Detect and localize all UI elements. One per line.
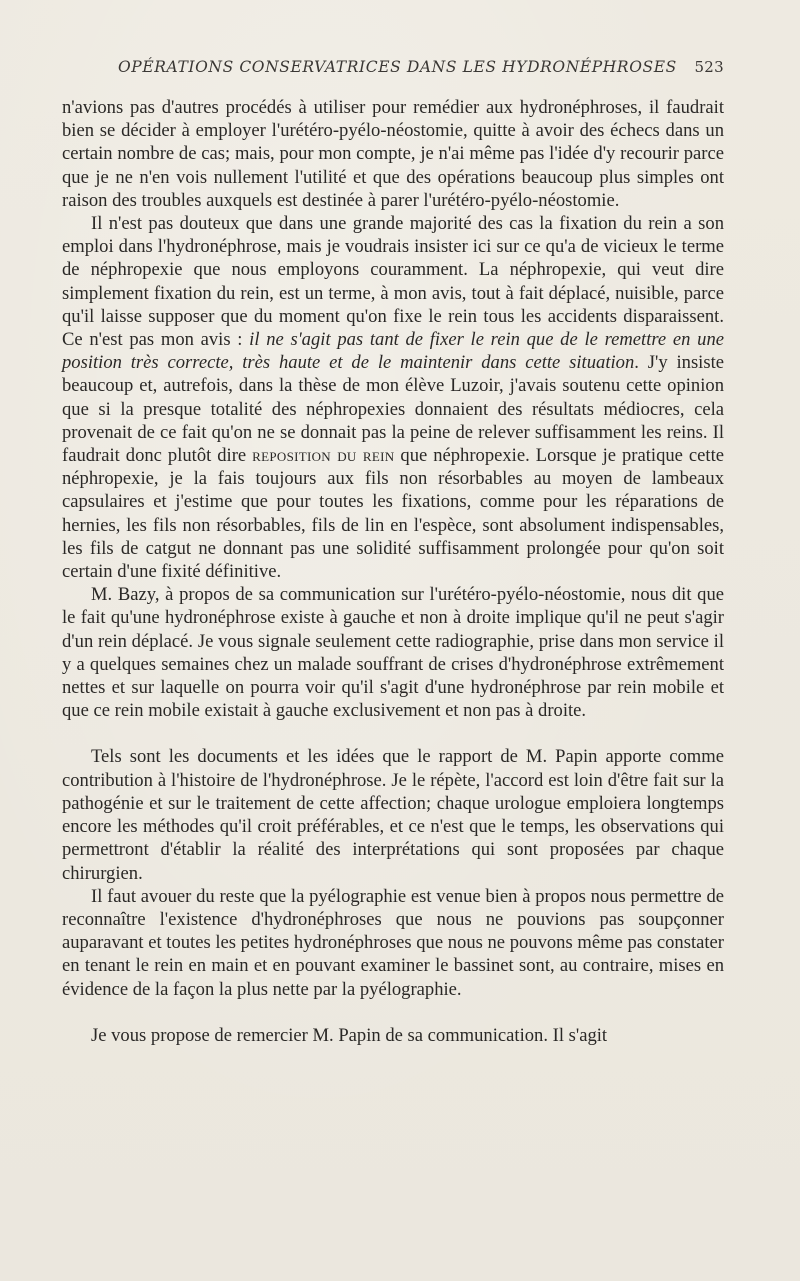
paragraph-3: M. Bazy, à propos de sa communication sur l'urétéro-pyélo-néostomie, nous dit que le fait qu'une hydronéphrose existe à gauche et non à droite implique qu'il ne peut s'agir d'un rein déplacé. Je vous signale seulement cette radiographie, prise dans mon service il y a quelques semaines chez un malade souffrant de crises d'hydronéphrose extrêmement nettes et sur laquelle on pourra voir qu'il s'agit d'une hydronéphrose par rein mobile et que ce rein mobile existait à gauche exclusivement et non pas à droite. [62, 584, 724, 722]
paragraph-2 [62, 212, 724, 583]
page-header [118, 58, 724, 80]
paragraph-2-small-caps: reposition du rein [252, 445, 395, 467]
paragraph-1: n'avions pas d'autres procédés à utiliser pour remédier aux hydronéphroses, il faudrait bien se décider à employer l'urétéro-pyélo-néostomie, quitte à avoir des échecs dans un certain nombre de cas; mais, pour mon compte, je n'ai même pas l'idée d'y recourir parce que je ne n'en vois nullement l'utilité et que des opérations beaucoup plus simples ont raison des troubles auxquels est destinée à parer l'urétéro-pyélo-néostomie. [62, 97, 724, 211]
page-number: 523 [694, 58, 724, 76]
paragraph-2-italic-quote: il ne s'agit pas tant de fixer le rein que de le remettre en une position très correcte, très haute et de le maintenir dans cette situation [62, 329, 724, 374]
paragraph-2-part-c: que néphropexie. Lorsque je pratique cette néphropexie, je la fais toujours aux fils non résorbables au moyen de lambeaux capsulaires et j'estime que pour toutes les fixations, comme pour les réparations de hernies, les fils non résorbables, fils de lin en l'espèce, sont absolument indispensables, les fils de catgut ne donnant pas une solidité suffisamment prolongée pour qu'on soit certain d'une fixité définitive. [62, 445, 724, 583]
body-text [62, 96, 724, 1047]
paragraph-2-part-b: . J'y insiste beaucoup et, autrefois, dans la thèse de mon élève Luzoir, j'avais soutenu cette opinion que si la presque totalité des néphropexies donnaient des résultats médiocres, cela provenait de ce fait qu'on ne se donnait pas la peine de relever suffisamment les reins. Il faudrait donc plutôt dire [62, 352, 724, 467]
paragraph-2-part-a: Il n'est pas douteux que dans une grande majorité des cas la fixation du rein a son emploi dans l'hydronéphrose, mais je voudrais insister ici sur ce qu'a de vicieux le terme de néphropexie que nous employons couramment. La néphropexie, qui veut dire simplement fixation du rein, est un terme, à mon avis, tout à fait déplacé, nuisible, parce qu'il laisse supposer que du moment qu'on fixe le rein tous les accidents disparaissent. Ce n'est pas mon avis : [62, 213, 724, 351]
paragraph-5: Il faut avouer du reste que la pyélographie est venue bien à propos nous permettre de reconnaître l'existence d'hydronéphroses que nous ne pouvions pas soupçonner auparavant et toutes les petites hydronéphroses que nous ne pouvons même pas constater en tenant le rein en main et en pouvant examiner le bassinet sont, au contraire, mises en évidence de la façon la plus nette par la pyélographie. [62, 885, 724, 1000]
paragraph-6: Je vous propose de remercier M. Papin de sa communication. Il s'agit [91, 1024, 608, 1046]
paragraph-4: Tels sont les documents et les idées que le rapport de M. Papin apporte comme contribution à l'histoire de l'hydronéphrose. Je le répète, l'accord est loin d'être fait sur la pathogénie et sur le traitement de cette affection; chaque urologue emploiera longtemps encore les méthodes qu'il croit préférables, et ce n'est que le temps, les observations qui permettront d'établir la réalité des interprétations qui sont proposées par chaque chirurgien. [62, 746, 724, 884]
running-title: OPÉRATIONS CONSERVATRICES DANS LES HYDRONÉPHROSES [118, 58, 677, 76]
